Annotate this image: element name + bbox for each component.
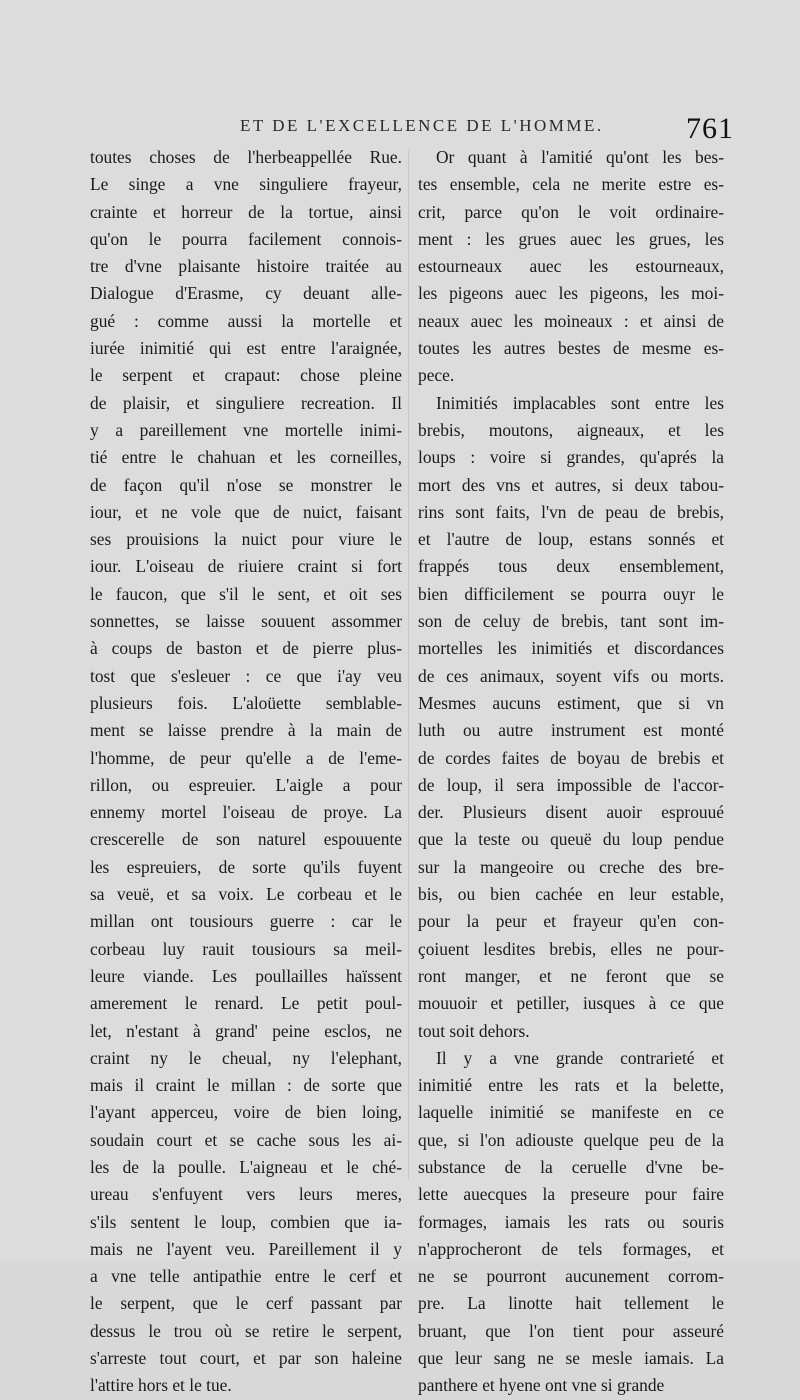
text-line: dessus le trou où se retire le serpent, bbox=[90, 1320, 402, 1341]
text-line: mortelles les inimitiés et discordances bbox=[418, 638, 724, 659]
text-line: à coups de baston et de pierre plus- bbox=[90, 638, 402, 659]
text-line: les espreuiers, de sorte qu'ils fuyent bbox=[90, 856, 402, 877]
left-column bbox=[90, 144, 402, 1400]
text-line: iour, et ne vole que de nuict, faisant bbox=[90, 501, 402, 522]
text-line: s'ils sentent le loup, combien que ia- bbox=[90, 1211, 402, 1232]
text-line: gué : comme aussi la mortelle et bbox=[90, 310, 402, 331]
text-line: frappés tous deux ensemblement, bbox=[418, 556, 724, 577]
text-line: leure viande. Les poullailles haïssent bbox=[90, 965, 402, 986]
text-line: de ces animaux, soyent vifs ou morts. bbox=[418, 665, 724, 686]
text-line: Mesmes aucuns estiment, que si vn bbox=[418, 692, 724, 713]
text-line: de cordes faites de boyau de brebis et bbox=[418, 747, 724, 768]
text-line: panthere et hyene ont vne si grande bbox=[418, 1375, 665, 1396]
text-line: craint ny le cheual, ny l'elephant, bbox=[90, 1047, 402, 1068]
page-number: 761 bbox=[686, 112, 734, 145]
text-line: çoiuent lesdites brebis, elles ne pour- bbox=[418, 938, 724, 959]
text-line: le serpent, que le cerf passant par bbox=[90, 1293, 402, 1314]
text-line: a vne telle antipathie entre le cerf et bbox=[90, 1266, 402, 1287]
text-line: mais ne l'ayent veu. Pareillement il y bbox=[90, 1238, 402, 1259]
text-line: Il y a vne grande contrarieté et bbox=[436, 1047, 724, 1068]
text-line: formages, iamais les rats ou souris bbox=[418, 1211, 724, 1232]
text-line: bruant, que l'on tient pour asseuré bbox=[418, 1320, 724, 1341]
text-line: crescerelle de son naturel espouuente bbox=[90, 829, 402, 850]
text-line: rins sont faits, l'vn de peau de brebis, bbox=[418, 501, 724, 522]
text-line: tes ensemble, cela ne merite estre es- bbox=[418, 174, 724, 195]
text-line: ment se laisse prendre à la main de bbox=[90, 720, 402, 741]
text-line: ses prouisions la nuict pour viure le bbox=[90, 529, 402, 550]
text-line: pece. bbox=[418, 365, 455, 386]
column-divider bbox=[408, 150, 409, 1180]
text-line: amerement le renard. Le petit poul- bbox=[90, 993, 402, 1014]
text-line: l'ayant apperceu, voire de bien loing, bbox=[90, 1102, 402, 1123]
right-column bbox=[418, 144, 724, 1400]
text-line: lette auecques la preseure pour faire bbox=[418, 1184, 724, 1205]
text-line: iour. L'oiseau de riuiere craint si fort bbox=[90, 556, 402, 577]
text-line: crainte et horreur de la tortue, ainsi bbox=[90, 201, 402, 222]
text-line: toutes choses de l'herbeappellée Rue. bbox=[90, 147, 402, 167]
text-line: iurée inimitié qui est entre l'araignée, bbox=[90, 338, 402, 359]
text-line: mouuoir et petiller, iusques à ce que bbox=[418, 993, 724, 1014]
text-line: tié entre le chahuan et les corneilles, bbox=[90, 447, 402, 468]
text-line: estourneaux auec les estourneaux, bbox=[418, 256, 724, 277]
text-line: laquelle inimitié se manifeste en ce bbox=[418, 1102, 724, 1123]
text-line: ne se pourront aucunement corrom- bbox=[418, 1266, 724, 1287]
text-line: crit, parce qu'on le voit ordinaire- bbox=[418, 201, 724, 222]
text-line: Or quant à l'amitié qu'ont les bes- bbox=[436, 147, 724, 167]
text-line: bien difficilement se pourra ouyr le bbox=[418, 583, 724, 604]
text-line: luth ou autre instrument est monté bbox=[418, 720, 724, 741]
text-line: le faucon, que s'il le sent, et oit ses bbox=[90, 583, 402, 604]
text-line: bis, ou bien cachée en leur estable, bbox=[418, 884, 724, 905]
text-line: que la teste ou queuë du loup pendue bbox=[418, 829, 724, 850]
text-line: sa veuë, et sa voix. Le corbeau et le bbox=[90, 884, 402, 905]
text-line: que leur sang ne se mesle iamais. La bbox=[418, 1348, 724, 1369]
text-line: tre d'vne plaisante histoire traitée au bbox=[90, 256, 402, 277]
text-line: rillon, ou espreuier. L'aigle a pour bbox=[90, 774, 402, 795]
text-line: y a pareillement vne mortelle inimi- bbox=[90, 419, 402, 440]
text-line: les pigeons auec les pigeons, les moi- bbox=[418, 283, 724, 304]
text-line: millan ont tousiours guerre : car le bbox=[90, 911, 402, 932]
text-line: plusieurs fois. L'aloüette semblable- bbox=[90, 692, 402, 713]
text-line: pre. La linotte hait tellement le bbox=[418, 1293, 724, 1314]
text-line: substance de la ceruelle d'vne be- bbox=[418, 1156, 724, 1177]
text-line: et l'autre de loup, estans sonnés et bbox=[418, 529, 724, 550]
text-line: de plaisir, et singuliere recreation. Il bbox=[90, 392, 402, 413]
text-line: Le singe a vne singuliere frayeur, bbox=[90, 174, 402, 195]
text-line: son de celuy de brebis, tant sont im- bbox=[418, 611, 724, 632]
text-line: der. Plusieurs disent auoir esprouué bbox=[418, 802, 724, 823]
text-line: neaux auec les moineaux : et ainsi de bbox=[418, 310, 724, 331]
text-line: corbeau luy rauit tousiours sa meil- bbox=[90, 938, 402, 959]
text-line: brebis, moutons, aigneaux, et les bbox=[418, 419, 724, 440]
text-line: s'arreste tout court, et par son haleine bbox=[90, 1348, 402, 1369]
text-line: Inimitiés implacables sont entre les bbox=[436, 392, 724, 413]
text-line: n'approcheront de tels formages, et bbox=[418, 1238, 724, 1259]
text-line: que, si l'on adiouste quelque peu de la bbox=[418, 1129, 724, 1150]
text-line: de façon qu'il n'ose se monstrer le bbox=[90, 474, 402, 495]
text-line: mais il craint le millan : de sorte que bbox=[90, 1075, 402, 1096]
text-line: l'homme, de peur qu'elle a de l'eme- bbox=[90, 747, 402, 768]
text-line: l'attire hors et le tue. bbox=[90, 1375, 232, 1396]
text-line: le serpent et crapaut: chose pleine bbox=[90, 365, 402, 386]
text-line: toutes les autres bestes de mesme es- bbox=[418, 338, 724, 359]
text-line: sonnettes, se laisse souuent assommer bbox=[90, 611, 402, 632]
text-line: tost que s'esleuer : ce que i'ay veu bbox=[90, 665, 402, 686]
text-line: ront manger, et ne feront que se bbox=[418, 965, 724, 986]
text-line: let, n'estant à grand' peine esclos, ne bbox=[90, 1020, 402, 1041]
text-line: de loup, il sera impossible de l'accor- bbox=[418, 774, 724, 795]
text-line: qu'on le pourra facilement connois- bbox=[90, 228, 402, 249]
text-line: Dialogue d'Erasme, cy deuant alle- bbox=[90, 283, 402, 304]
text-line: les de la poulle. L'aigneau et le ché- bbox=[90, 1156, 402, 1177]
running-title: ET DE L'EXCELLENCE DE L'HOMME. bbox=[240, 116, 604, 135]
text-line: ureau s'enfuyent vers leurs meres, bbox=[90, 1184, 402, 1205]
text-line: inimitié entre les rats et la belette, bbox=[418, 1075, 724, 1096]
text-line: soudain court et se cache sous les ai- bbox=[90, 1129, 402, 1150]
text-line: pour la peur et frayeur qu'en con- bbox=[418, 911, 724, 932]
text-line: ment : les grues auec les grues, les bbox=[418, 228, 724, 249]
text-line: mort des vns et autres, si deux tabou- bbox=[418, 474, 724, 495]
text-line: loups : voire si grandes, qu'aprés la bbox=[418, 447, 724, 468]
text-line: sur la mangeoire ou creche des bre- bbox=[418, 856, 724, 877]
text-line: ennemy mortel l'oiseau de proye. La bbox=[90, 802, 402, 823]
text-line: tout soit dehors. bbox=[418, 1020, 530, 1041]
